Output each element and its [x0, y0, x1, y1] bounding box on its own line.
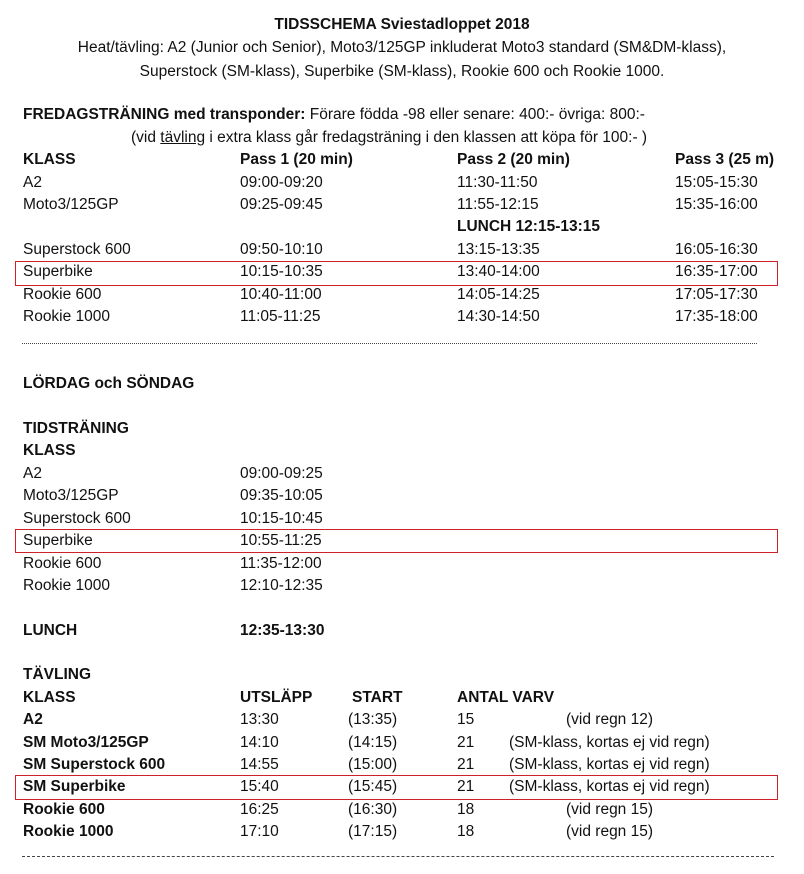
friday-note [131, 129, 647, 147]
friday-pass3: 16:35-17:00 [675, 263, 758, 280]
tidstraning-time: 10:15-10:45 [240, 510, 323, 527]
tidstraning-klass: Rookie 600 [23, 555, 102, 572]
dashed-divider [22, 856, 774, 857]
tavling-utslapp: 17:10 [240, 823, 279, 840]
friday-row [0, 286, 804, 306]
friday-pass1: 09:50-10:10 [240, 241, 323, 258]
friday-pass2: 14:05-14:25 [457, 286, 540, 303]
friday-row [0, 196, 804, 216]
tavling-utslapp: 14:55 [240, 756, 279, 773]
tavling-varv: 15 [457, 711, 475, 728]
tidstraning-row [0, 487, 804, 507]
tavling-klass: SM Superstock 600 [23, 756, 166, 773]
tidstraning-klass: Superstock 600 [23, 510, 131, 527]
friday-pass1: 10:40-11:00 [240, 286, 322, 303]
friday-col-pass1: Pass 1 (20 min) [240, 151, 353, 168]
friday-note-pre: (vid [131, 129, 161, 146]
friday-klass: Rookie 1000 [23, 308, 111, 325]
friday-pass3: 16:05-16:30 [675, 241, 758, 258]
friday-pass1: 09:00-09:20 [240, 174, 323, 191]
tavling-start: (15:00) [348, 756, 398, 773]
friday-heading-bold: FREDAGSTRÄNING med transponder: [23, 106, 306, 123]
friday-pass2: 14:30-14:50 [457, 308, 540, 325]
tidstraning-klass: Rookie 1000 [23, 577, 111, 594]
friday-klass: Moto3/125GP [23, 196, 119, 213]
friday-note-post: i extra klass går fredagsträning i den klassen att köpa för 100:- ) [205, 129, 648, 146]
tidstraning-time: 10:55-11:25 [240, 532, 322, 549]
friday-heading-price: Förare födda -98 eller senare: 400:- övriga: 800:- [305, 106, 645, 123]
tavling-klass: SM Moto3/125GP [23, 734, 149, 751]
tidstraning-time: 12:10-12:35 [240, 577, 323, 594]
tavling-row [0, 734, 804, 754]
dotted-divider [22, 343, 757, 344]
tavling-row [0, 823, 804, 843]
tavling-klass: Rookie 1000 [23, 823, 114, 840]
friday-klass: Rookie 600 [23, 286, 102, 303]
tavling-heading: TÄVLING [23, 666, 92, 683]
tavling-note: (vid regn 15) [566, 801, 654, 818]
friday-col-klass: KLASS [23, 151, 76, 168]
friday-pass3: 17:35-18:00 [675, 308, 758, 325]
tavling-utslapp: 15:40 [240, 778, 279, 795]
tavling-start: (15:45) [348, 778, 398, 795]
tavling-note: (SM-klass, kortas ej vid regn) [509, 734, 710, 751]
friday-col-pass3: Pass 3 (25 m) [675, 151, 775, 168]
tidstraning-time: 09:00-09:25 [240, 465, 323, 482]
tavling-start: (16:30) [348, 801, 398, 818]
friday-row-superbike [0, 263, 804, 283]
tidstraning-row [0, 510, 804, 530]
tidstraning-time: 11:35-12:00 [240, 555, 322, 572]
tidstraning-row-superbike [0, 532, 804, 552]
tavling-varv: 21 [457, 734, 475, 751]
lunch-label: LUNCH [23, 622, 78, 639]
friday-pass1: 11:05-11:25 [240, 308, 321, 325]
tavling-start: (14:15) [348, 734, 398, 751]
tavling-col-antal-varv: ANTAL VARV [457, 689, 555, 706]
tavling-klass: SM Superbike [23, 778, 126, 795]
tavling-row [0, 711, 804, 731]
tavling-row-superbike [0, 778, 804, 798]
heat-description-line-1: Heat/tävling: A2 (Junior och Senior), Moto3/125GP inkluderat Moto3 standard (SM&DM-klass), [77, 39, 727, 56]
tidstraning-time: 09:35-10:05 [240, 487, 323, 504]
tidstraning-row [0, 555, 804, 575]
tavling-utslapp: 16:25 [240, 801, 279, 818]
tavling-note: (vid regn 12) [566, 711, 654, 728]
tavling-klass: Rookie 600 [23, 801, 105, 818]
heat-description-line-2: Superstock (SM-klass), Superbike (SM-klass), Rookie 600 och Rookie 1000. [139, 63, 665, 80]
friday-pass2: 11:55-12:15 [457, 196, 539, 213]
friday-pass1: 09:25-09:45 [240, 196, 323, 213]
tavling-start: (17:15) [348, 823, 398, 840]
friday-training-heading [23, 106, 645, 124]
tavling-varv: 18 [457, 801, 475, 818]
friday-klass: Superstock 600 [23, 241, 131, 258]
tavling-varv: 21 [457, 756, 475, 773]
tavling-utslapp: 13:30 [240, 711, 279, 728]
tidstraning-klass: Moto3/125GP [23, 487, 119, 504]
tidstraning-row [0, 577, 804, 597]
friday-pass1: 10:15-10:35 [240, 263, 323, 280]
friday-pass3: 17:05-17:30 [675, 286, 758, 303]
friday-note-underlined: tävling [160, 129, 206, 146]
friday-row [0, 174, 804, 194]
friday-lunch-row [0, 218, 804, 238]
tidstraning-col-klass: KLASS [23, 442, 76, 459]
tavling-row [0, 756, 804, 776]
tavling-note: (vid regn 15) [566, 823, 654, 840]
friday-pass2: 13:40-14:00 [457, 263, 540, 280]
friday-pass2: 13:15-13:35 [457, 241, 540, 258]
tavling-col-utslapp: UTSLÄPP [240, 689, 313, 706]
friday-klass: Superbike [23, 263, 93, 280]
tavling-col-start: START [352, 689, 403, 706]
tavling-note: (SM-klass, kortas ej vid regn) [509, 756, 710, 773]
friday-lunch: LUNCH 12:15-13:15 [457, 218, 600, 235]
document-title: TIDSSCHEMA Sviestadloppet 2018 [274, 16, 530, 33]
friday-pass3: 15:35-16:00 [675, 196, 758, 213]
friday-pass2: 11:30-11:50 [457, 174, 538, 191]
tavling-note: (SM-klass, kortas ej vid regn) [509, 778, 710, 795]
weekend-heading: LÖRDAG och SÖNDAG [23, 375, 195, 392]
friday-row [0, 308, 804, 328]
tidstraning-klass: A2 [23, 465, 42, 482]
lunch-time: 12:35-13:30 [240, 622, 325, 639]
tavling-start: (13:35) [348, 711, 398, 728]
tidstraning-heading: TIDSTRÄNING [23, 420, 129, 437]
friday-klass: A2 [23, 174, 42, 191]
friday-pass3: 15:05-15:30 [675, 174, 758, 191]
tavling-row [0, 801, 804, 821]
tavling-varv: 21 [457, 778, 475, 795]
tavling-col-klass: KLASS [23, 689, 76, 706]
friday-row [0, 241, 804, 261]
tidstraning-row [0, 465, 804, 485]
tavling-utslapp: 14:10 [240, 734, 279, 751]
tavling-varv: 18 [457, 823, 475, 840]
tidstraning-klass: Superbike [23, 532, 93, 549]
friday-col-pass2: Pass 2 (20 min) [457, 151, 570, 168]
tavling-klass: A2 [23, 711, 43, 728]
